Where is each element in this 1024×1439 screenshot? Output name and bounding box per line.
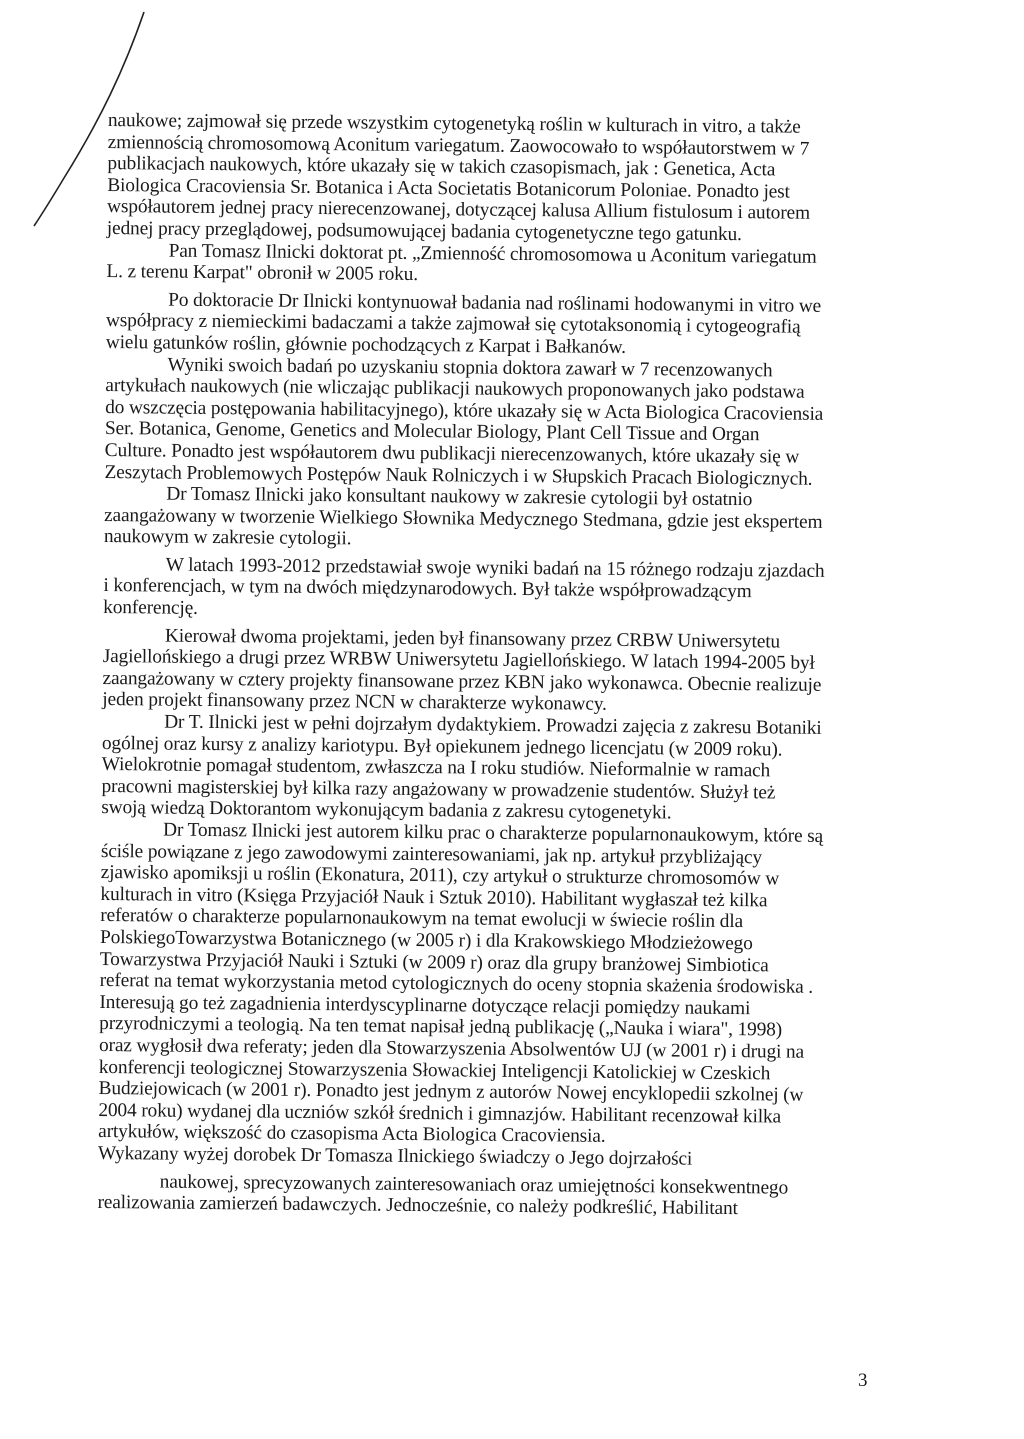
text-line: współautorem jednej pracy nierecenzowanej, dotyczącej kalusa Allium fistulosum i autorem	[106, 196, 811, 225]
text-line: Interesują go też zagadnienia interdyscyplinarne dotyczące relacji pomiędzy naukami	[99, 991, 751, 1019]
text-line: referat na temat wykorzystania metod cytologicznych do oceny stopnia skażenia środowiska .	[99, 970, 814, 998]
text-line: naukowej, sprecyzowanych zainteresowaniach oraz umiejętności konsekwentnego	[159, 1171, 789, 1199]
text-line: ogólnej oraz kursy z analizy kariotypu. Był opiekunem jednego licencjatu (w 2009 roku).	[101, 732, 783, 761]
text-line: L. z terenu Karpat" obronił w 2005 roku.	[106, 261, 419, 286]
text-line: Dr Tomasz Ilnicki jako konsultant naukowy w zakresie cytologii był ostatnio	[166, 483, 753, 511]
text-line: i konferencjach, w tym na dwóch międzynarodowych. Był także współprowadzącym	[103, 575, 752, 603]
text-line: 2004 roku) wydanej dla uczniów szkół średnich i gimnazjów. Habilitant recenzował kilka	[98, 1099, 782, 1128]
text-line: Zeszytach Problemowych Postępów Nauk Rolniczych i w Słupskich Pracach Biologicznych.	[104, 461, 813, 490]
text-line: jeden projekt finansowany przez NCN w charakterze wykonawcy.	[102, 689, 607, 716]
text-line: Budziejowicach (w 2001 r). Ponadto jest jednym z autorów Nowej encyklopedii szkolnej (w	[98, 1078, 804, 1106]
text-line: publikacjach naukowych, które ukazały się w takich czasopismach, jak : Genetica, Acta	[107, 153, 776, 181]
text-line: artykułach naukowych (nie wliczając publikacji naukowych proponowanych jako podstawa	[105, 375, 805, 403]
text-line: naukowym w zakresie cytologii.	[103, 526, 352, 550]
body-text	[97, 110, 894, 1243]
text-line: Wielokrotnie pomagał studentom, zwłaszcza na I roku studiów. Nieformalnie w ramach	[101, 754, 771, 782]
text-line: naukowe; zajmował się przede wszystkim cytogenetyką roślin w kulturach in vitro, a także	[107, 110, 801, 138]
text-line: zaangażowany w tworzenie Wielkiego Słownika Medycznego Stedmana, gdzie jest ekspertem	[104, 504, 823, 533]
text-line: Kierował dwoma projektami, jeden był finansowany przez CRBW Uniwersytetu	[164, 625, 781, 653]
text-line: Wykazany wyżej dorobek Dr Tomasza Ilnickiego świadczy o Jego dojrzałości	[97, 1142, 693, 1170]
text-line: Dr Tomasz Ilnicki jest autorem kilku prac o charakterze popularnonaukowym, które są	[162, 819, 824, 847]
text-line: PolskiegoTowarzystwa Botanicznego (w 2005 r) i dla Krakowskiego Młodzieżowego	[99, 926, 753, 955]
text-line: oraz wygłosił dwa referaty; jeden dla Stowarzyszenia Absolwentów UJ (w 2001 r) i drugi na	[98, 1034, 805, 1063]
text-line: realizowania zamierzeń badawczych. Jednocześnie, co należy podkreślić, Habilitant	[97, 1192, 738, 1220]
text-line: Dr T. Ilnicki jest w pełni dojrzałym dydaktykiem. Prowadzi zajęcia z zakresu Botaniki	[164, 711, 822, 739]
text-line: Culture. Ponadto jest współautorem dwu publikacji nierecenzowanych, które ukazały się w	[104, 439, 800, 468]
text-line: Pan Tomasz Ilnicki doktorat pt. „Zmienność chromosomowa u Aconitum variegatum	[168, 240, 817, 268]
text-line: artykułów, większość do czasopisma Acta Biologica Cracoviensia.	[98, 1121, 606, 1148]
text-line: Jagiellońskiego a drugi przez WRBW Uniwersytetu Jagiellońskiego. W latach 1994-2005 był	[102, 646, 815, 675]
text-line: pracowni magisterskiej był kilka razy angażowany w prowadzenie studentów. Służył też	[101, 775, 776, 804]
text-line: swoją wiedzą Doktorantom wykonującym badania z zakresu cytogenetyki.	[101, 797, 672, 824]
text-line: Wyniki swoich badań po uzyskaniu stopnia doktora zawarł w 7 recenzowanych	[167, 354, 773, 381]
text-line: Biologica Cracoviensia Sr. Botanica i Acta Societatis Botanicorum Poloniae. Ponadto jest	[107, 174, 790, 203]
text-line: zmiennością chromosomową Aconitum variegatum. Zaowocowało to współautorstwem w 7	[107, 131, 810, 160]
text-line: do wszczęcia postępowania habilitacyjnego), które ukazały się w Acta Biologica Cracoviensia	[105, 396, 824, 425]
text-line: referatów o charakterze popularnonaukowym na temat ewolucji w świecie roślin dla	[100, 905, 744, 933]
page-number: 3	[858, 1370, 868, 1391]
text-line: ściśle powiązane z jego zawodowymi zainteresowaniami, jak np. artykuł przybliżający	[100, 840, 763, 868]
text-line: współpracy z niemieckimi badaczami a także zajmował się cytotaksonomią i cytogeografią	[105, 310, 801, 339]
text-line: Towarzystwa Przyjaciół Nauki i Sztuki (w 2009 r) oraz dla grupy branżowej Simbiotica	[99, 948, 769, 976]
text-line: kulturach in vitro (Księga Przyjaciół Nauk i Sztuk 2010). Habilitant wygłaszał też kilka	[100, 883, 768, 912]
text-line: jednej pracy przeglądowej, podsumowującej badania cytogenetyczne tego gatunku.	[106, 217, 742, 246]
text-line: W latach 1993-2012 przedstawiał swoje wyniki badań na 15 różnego rodzaju zjazdach	[165, 554, 825, 582]
text-line: przyrodniczymi a teologią. Na ten temat napisał jedną publikację („Nauka i wiara", 1998)	[99, 1013, 783, 1041]
text-line: Po doktoracie Dr Ilnicki kontynuował badania nad roślinami hodowanymi in vitro we	[168, 289, 822, 317]
text-line: konferencję.	[103, 597, 198, 619]
text-line: wielu gatunków roślin, głównie pochodzących z Karpat i Bałkanów.	[105, 331, 626, 358]
text-line: zjawisko apomiksji u roślin (Ekonatura, 2011), czy artykuł o strukturze chromosomów w	[100, 862, 780, 890]
text-line: zaangażowany w cztery projekty finansowane przez KBN jako wykonawca. Obecnie realizuje	[102, 667, 822, 696]
text-line: konferencji teologicznej Stowarzyszenia Słowackiej Inteligencji Katolickiej w Czeskich	[98, 1056, 771, 1084]
text-line: Ser. Botanica, Genome, Genetics and Molecular Biology, Plant Cell Tissue and Organ	[104, 418, 760, 446]
